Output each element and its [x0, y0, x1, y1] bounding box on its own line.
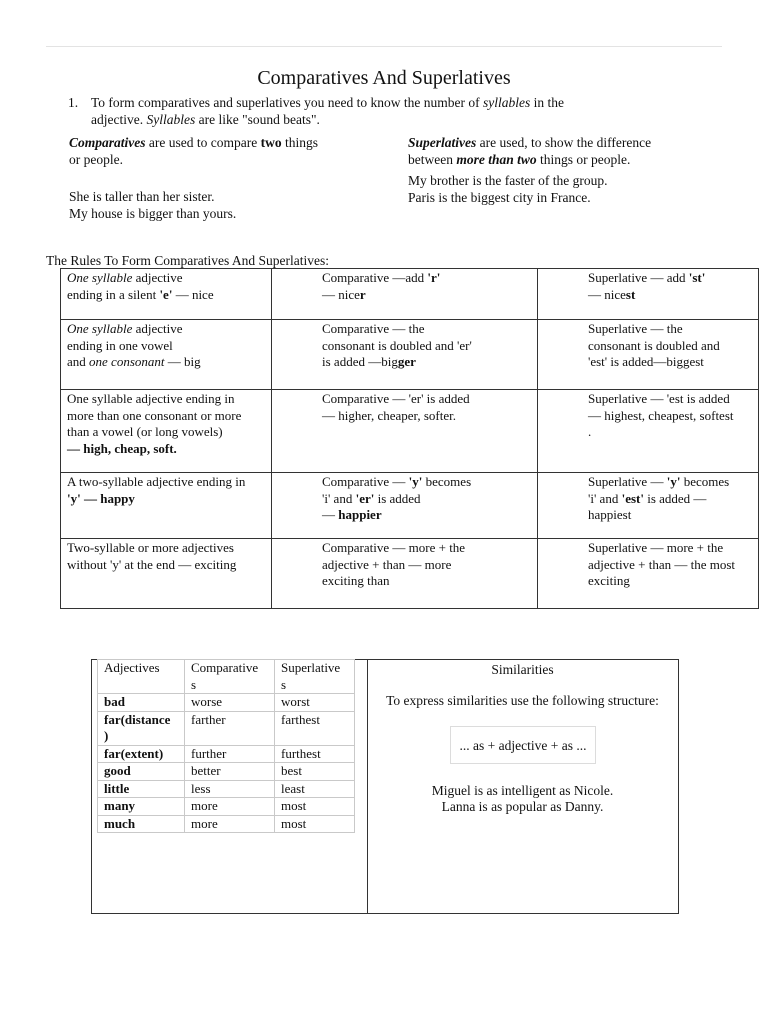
table-cell: Superlative — more + the adjective + than — the most exciting: [538, 539, 759, 609]
table-cell: Comparative — 'er' is added — higher, cheaper, softer.: [272, 390, 538, 473]
similarities-example-2: Lanna is as popular as Danny.: [441, 799, 604, 814]
table-cell: A two-syllable adjective ending in 'y' — happy: [61, 473, 272, 539]
table-row: [61, 539, 759, 609]
table-row: little less least: [98, 780, 355, 798]
comparatives-definition: Comparatives are used to compare two things or people.: [69, 135, 318, 167]
table-cell: Superlative — 'est is added — highest, cheapest, softest .: [538, 390, 759, 473]
list-number: 1.: [68, 95, 79, 110]
list-item-text: To form comparatives and superlatives you need to know the number of syllables in the adjective. Syllables are like "sound beats".: [91, 95, 564, 127]
table-cell: Comparative — more + the adjective + than — more exciting than: [272, 539, 538, 609]
table-row: bad worse worst: [98, 694, 355, 712]
page-title: Comparatives And Superlatives: [257, 67, 511, 89]
top-divider: [46, 46, 722, 47]
superlatives-examples: [408, 172, 708, 206]
table-cell: Comparative —add 'r' — nicer: [272, 269, 538, 320]
rules-heading: The Rules To Form Comparatives And Superlatives:: [46, 253, 330, 268]
table-row: far(distance ) farther farthest: [98, 711, 355, 745]
table-header-row: [98, 660, 355, 694]
table-cell: One syllable adjective ending in more than one consonant or more than a vowel (or long vowels) — high, cheap, soft.: [61, 390, 272, 473]
comparative-example-2: My house is bigger than yours.: [69, 206, 237, 221]
table-cell: Superlative — add 'st' — nicest: [538, 269, 759, 320]
table-cell: One syllable adjective ending in one vowel and one consonant — big: [61, 320, 272, 390]
superlative-example-2: Paris is the biggest city in France.: [408, 190, 591, 205]
table-cell: Superlative — the consonant is doubled and 'est' is added—biggest: [538, 320, 759, 390]
table-row: [61, 473, 759, 539]
rules-table: [60, 268, 759, 609]
superlatives-definition: Superlatives are used, to show the difference between more than two things or people.: [408, 135, 652, 167]
header-superlatives: Superlative s: [275, 660, 355, 694]
superlative-example-1: My brother is the faster of the group.: [408, 173, 608, 188]
table-row: far(extent) further furthest: [98, 745, 355, 763]
comparatives-examples: [69, 188, 369, 222]
header-adjectives: Adjectives: [98, 660, 185, 694]
table-row: [61, 320, 759, 390]
irregular-adjectives-table: [97, 659, 355, 833]
table-cell: Superlative — 'y' becomes 'i' and 'est' is added — happiest: [538, 473, 759, 539]
similarities-formula: ... as + adjective + as ...: [450, 726, 596, 764]
comparative-example-1: She is taller than her sister.: [69, 189, 215, 204]
table-row: much more most: [98, 815, 355, 833]
table-row: good better best: [98, 763, 355, 781]
table-row: [61, 269, 759, 320]
table-cell: Comparative — the consonant is doubled and 'er' is added —bigger: [272, 320, 538, 390]
table-cell: One syllable adjective ending in a silent 'e' — nice: [61, 269, 272, 320]
similarities-intro: To express similarities use the following structure:: [386, 693, 659, 708]
similarities-title: Similarities: [491, 662, 554, 677]
table-row: [61, 390, 759, 473]
similarities-example-1: Miguel is as intelligent as Nicole.: [431, 783, 614, 798]
table-cell: Two-syllable or more adjectives without 'y' at the end — exciting: [61, 539, 272, 609]
table-cell: Comparative — 'y' becomes 'i' and 'er' is added — happier: [272, 473, 538, 539]
header-comparatives: Comparative s: [185, 660, 275, 694]
table-row: many more most: [98, 798, 355, 816]
